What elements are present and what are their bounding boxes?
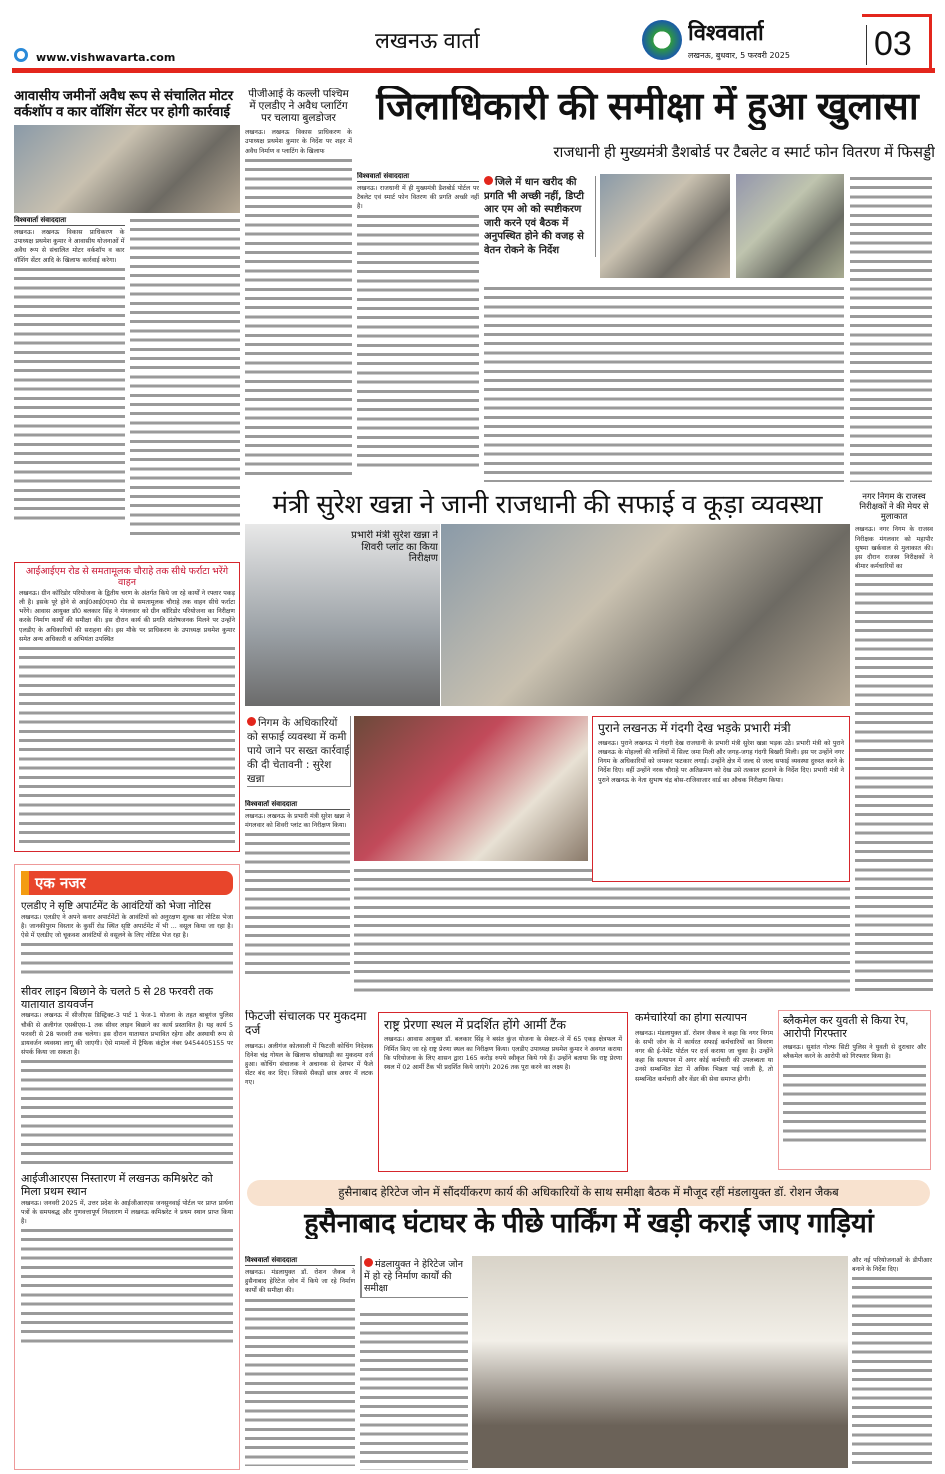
byline: विश्ववार्ता संवाददाता — [245, 1256, 355, 1266]
story-pgi — [245, 88, 352, 488]
body: लखनऊ। अलीगंज कोतवाली में फिटजी कोचिंग निदेशक दिनेश चंद्र गोयल के खिलाफ धोखाधड़ी का मुकदमा दर्ज हुआ। कोचिंग संचालक ने अचानक से देशभर में फैले सेंटर बंद कर दिए। जिससे सैकड़ों छात्र अधर में लटक गए। — [245, 1042, 373, 1087]
website-link[interactable]: www.vishwavarta.com — [36, 51, 176, 64]
story-verification — [635, 1012, 773, 1172]
lead-photo-1 — [600, 174, 730, 278]
story-blackmail — [778, 1010, 931, 1170]
headline: ब्लैकमेल कर युवती से किया रेप, आरोपी गिरफ्तार — [783, 1015, 909, 1040]
story-army-tank — [378, 1012, 628, 1172]
body: लखनऊ। मंडलायुक्त डॉ. रोशन जैकब ने कहा कि नगर निगम के सभी जोन के में कार्यरत सफाई कर्मचारियों का विवरण नगर की ई-पेमेंट पोर्टल पर दर्ज कराया जा चुका है। उन्होंने कहा कि सत्यापन में अगर कोई कर्मचारी की उपलब्धता या उनसे सम्बन्धित डेटा में अधिक भिन्नता पाई जाती है, तो सम्बन्धित कर्मचारी और वेंडर की सेवा समाप्त होगी। — [635, 1029, 773, 1083]
masthead — [0, 0, 945, 75]
body: लखनऊ। ग्रीन कॉरिडोर परियोजना के द्वितीय चरण के अंतर्गत किये जा रहे कार्यों ने रफ्तार पकड़ ली है। इसके पूरे होने से आई0आई0एम0 रोड से समतामूलक चौराहे तक वाहन सीधे फर्राटा भरेंगे। आवास आयुक्त डॉ0 बलकार सिंह ने मंगलवार को ग्रीन कॉरिडोर परियोजना का निरीक्षण करके निर्माण कार्यों की समीक्षा की। इस दौरान कार्य की प्रगति संतोषजनक मिलने पर उन्होंने एलडीए के अधिकारियों की सराहना की। इस मौके पर प्राधिकरण के उपाध्यक्ष प्रथमेश कुमार समेत अन्य अधिकारी व अभियंता उपस्थित — [19, 589, 235, 643]
headline: राष्ट्र प्रेरणा स्थल में प्रदर्शित होंगे आर्मी टैंक — [384, 1018, 566, 1032]
body: लखनऊ। पुराने लखनऊ मे गंदगी देख राजधानी के प्रभारी मंत्री सुरेश खन्ना भड़क उठे। प्रभारी मंत्री को पुराने लखनऊ के मोहल्लों की नालियों में सिल्ट जमा मिली और जगह-जगह गंदगी बिखरी मिली। इस पर उन्होंने नगर निगम के अधिकारियों को जमकर फटकार लगाई। उन्होंने क्षेत्र में जल्द से जल्द सफाई व्यवस्था दुरुस्त करने के निर्देश दिए। वहीं उन्होंने नरक चौराहे पर अतिक्रमण को देख उसे तत्काल हटवाने के निर्देश दिए। प्रभारी मंत्री ने पुराने लखनऊ के नेता सुभाष चंद्र बोस-राजिवाजार वार्ड का औचक निरीक्षण किया। — [598, 739, 844, 784]
body: लखनऊ। नगर निगम के राजस्व निरीक्षक मंगलवार को महापौर सुषमा खर्कवाल से मुलाकात की। इस दौरान राजस्व निरीक्षकों ने बीमार कर्मचारियों का — [855, 526, 933, 571]
husainabad-pullquote: मंडलायुक्त ने हेरिटेज जोन में हो रहे निर्माण कार्यों की समीक्षा — [360, 1256, 468, 1298]
husainabad-text-2 — [360, 1310, 468, 1470]
minister-meeting-photo — [354, 716, 588, 861]
brand-name: विश्ववार्ता — [688, 20, 764, 45]
lead-col1 — [357, 172, 479, 482]
browser-icon — [14, 48, 28, 62]
body: और नई परियोजनाओं के डीपीआर बनाने के निर्देश दिए। — [852, 1257, 932, 1274]
ek-nazar-title: एक नजर — [21, 871, 233, 895]
dateline: लखनऊ, बुधवार, 5 फरवरी 2025 — [688, 51, 790, 60]
body: लखनऊ। लखनऊ विकास प्राधिकरण के उपाध्यक्ष प्रथमेश कुमार ने आवासीय योजनाओं में अवैध रूप से संचालित मोटर वर्कशॉप व कार वॉशिंग सेंटर आदि के खिलाफ कार्रवाई करेगा। — [14, 229, 125, 264]
body: लखनऊ। लखनऊ के प्रभारी मंत्री सुरेश खन्ना ने मंगलवार को शिवरी प्लांट का निरीक्षण किया। — [245, 813, 350, 830]
byline: विश्ववार्ता संवाददाता — [357, 172, 479, 182]
section-title: लखनऊ वार्ता — [375, 28, 480, 53]
husainabad-text — [245, 1256, 355, 1470]
body: लखनऊ। राजधानी में ही मुख्यमंत्री डैशबोर्ड पोर्टल पर टैबलेट एवं स्मार्ट फोन वितरण की प्रगति अच्छी नहीं है। — [357, 185, 479, 211]
bullet-icon — [247, 717, 256, 726]
ek-nazar-box — [14, 864, 240, 1470]
minister-photo-2 — [441, 524, 850, 706]
byline: विश्ववार्ता संवाददाता — [245, 800, 350, 810]
minister-text-2 — [354, 866, 850, 998]
husainabad-right-col — [852, 1256, 932, 1470]
husainabad-banner: हुसैनाबाद हेरिटेज जोन में सौंदर्यीकरण कार्य की अधिकारियों के साथ समीक्षा बैठक में मौजूद रहीं मंडलायुक्त डॉ. रोशन जैकब — [247, 1180, 930, 1206]
news-item: आईजीआरएस निस्तारण में लखनऊ कमिश्नरेट को मिला प्रथम स्थान लखनऊ। जनवरी 2025 में, उत्तर प्रदेश के आईजीआरएस जनसुनवाई पोर्टल पर प्राप्त प्रार्थना पत्रों के समयबद्ध और गुणवत्तापूर्ण निस्तारण में लखनऊ कमिश्नरेट ने प्रथम स्थान प्राप्त किया है। — [21, 1173, 233, 1346]
headline: आवासीय जमीनों अवैध रूप से संचालित मोटर वर्कशॉप व कार वॉशिंग सेंटर पर होगी कार्रवाई — [14, 88, 234, 119]
story-mayor — [855, 492, 933, 997]
page-number-box — [862, 14, 932, 72]
headline: आईआईएम रोड से समतामूलक चौराहे तक सीधे फर्राटा भरेंगे वाहन — [25, 566, 229, 588]
lead-text — [484, 284, 844, 482]
headline: कर्मचारियों का होगा सत्यापन — [635, 1012, 747, 1024]
news-item: सीवर लाइन बिछाने के चलते 5 से 28 फरवरी तक यातायात डायवर्जन लखनऊ। लखनऊ में सीजीएस डिस्ट्रिक्ट-3 पार्ट 1 फेज-1 योजना के तहत बाबूगंज पुलिस चौकी से अलीगंज एसबीएस-1 तक सीवर लाइन बिछाने का कार्य प्रस्तावित है। यह कार्य 5 फरवरी से 28 फरवरी तक चलेगा। इस दौरान यातायात प्रभावित रहेगा और अस्थायी रूप से डायवर्जन व्यवस्था लागू की जाएगी। ऐसे मामलों में ट्रैफिक कंट्रोल नंबर 9454405155 पर संपर्क किया जा सकता है। — [21, 986, 233, 1167]
body: लखनऊ। मंडलायुक्त डॉ. रोशन जैकब ने हुसैनाबाद हेरिटेज जोन में किये जा रहे निर्माण कार्यों की समीक्षा की। — [245, 1269, 355, 1295]
lead-pullquote: जिले में धान खरीद की प्रगति भी अच्छी नहीं, डिप्टी आर एम ओ को स्पष्टीकरण जारी करने एवं बैठक में अनुपस्थित होने की वजह से वेतन रोकने के निर्देश — [484, 176, 596, 257]
minister-photo-caption: प्रभारी मंत्री सुरेश खन्ना ने शिवरी प्लांट का किया निरीक्षण — [351, 530, 438, 564]
news-item: एलडीए ने सृष्टि अपार्टमेंट के आवंटियों को भेजा नोटिस लखनऊ। एलडीए ने अपने कनार अपार्टमेंटों के आवंटियों को अनुरक्षण शुल्क का नोटिस भेजा है। जानकीपुरम विस्तार के कुर्सी रोड स्थित सृष्टि अपार्टमेंट में भी ... वसूल किया जा रहा है। ऐसे में एलडीए जो चूकवश आवंटियों से वसूलने के लिए नोटिस भेज रहा है। — [21, 901, 233, 980]
header-rule — [12, 68, 935, 73]
headline: नगर निगम के राजस्व निरीक्षकों ने की मेयर से मुलाकात — [859, 492, 929, 521]
body: लखनऊ। सुशांत गोल्फ सिटी पुलिस ने युवती से दुराचार और ब्लैकमेल करने के आरोपी को गिरफ्तार किया है। — [783, 1044, 926, 1061]
headline: फिटजी संचालक पर मुकदमा दर्ज — [245, 1010, 367, 1037]
photo — [14, 125, 240, 213]
story-iim-road — [14, 562, 240, 852]
husainabad-headline: हुसैनाबाद घंटाघर के पीछे पार्किंग में खड़ी कराई जाए गाड़ियां — [304, 1208, 874, 1238]
husainabad-meeting-photo — [472, 1256, 848, 1468]
story-motor-workshop — [14, 88, 240, 543]
lead-headline: जिलाधिकारी की समीक्षा में हुआ खुलासा — [376, 86, 919, 128]
page-number: 03 — [874, 25, 912, 63]
bullet-icon — [484, 176, 493, 185]
story-fiitjee — [245, 1010, 373, 1175]
lead-col-right — [850, 174, 932, 482]
lead-subhead: राजधानी ही मुख्यमंत्री डैशबोर्ड पर टैबलेट व स्मार्ट फोन वितरण में फिसड्डी — [553, 144, 935, 161]
body: लखनऊ। आवास आयुक्त डॉ. बलकार सिंह ने बसंत कुंज योजना के सेक्टर-जे में 65 एकड़ क्षेत्रफल में निर्मित किए जा रहे राष्ट्र प्रेरणा स्थल का निरीक्षण किया। एलडीए उपाध्यक्ष प्रथमेश कुमार ने अवगत कराया कि परियोजना के लिए शासन द्वारा 165 करोड़ रुपये स्वीकृत किये गये हैं। उन्होंने बताया कि राष्ट्र प्रेरणा स्थल में 02 आर्मी टैंक भी प्रदर्शित किये जाएंगे। 2026 तक पूरा करने का लक्ष्य है। — [384, 1036, 622, 1071]
logo-icon — [642, 20, 682, 60]
byline: विश्ववार्ता संवाददाता — [14, 216, 125, 226]
lead-photo-2 — [736, 174, 844, 278]
minister-text — [245, 800, 350, 998]
headline: पीजीआई के कल्ली पश्चिम में एलडीए ने अवैध प्लाटिंग पर चलाया बुलडोजर — [248, 88, 349, 125]
minister-pullquote: निगम के अधिकारियों को सफाई व्यवस्था में कमी पाये जाने पर सख्त कार्रवाई की दी चेतावनी : सुरेश खन्ना — [247, 717, 350, 785]
bullet-icon — [364, 1258, 373, 1267]
headline: पुराने लखनऊ में गंदगी देख भड़के प्रभारी मंत्री — [598, 721, 791, 735]
story-old-lucknow — [592, 716, 850, 882]
body: लखनऊ। लखनऊ विकास प्राधिकरण के उपाध्यक्ष प्रथमेश कुमार के निर्देश पर शहर में अवैध निर्माण व प्लाटिंग के खिलाफ — [245, 129, 352, 155]
minister-headline: मंत्री सुरेश खन्ना ने जानी राजधानी की सफाई व कूड़ा व्यवस्था — [272, 490, 823, 519]
